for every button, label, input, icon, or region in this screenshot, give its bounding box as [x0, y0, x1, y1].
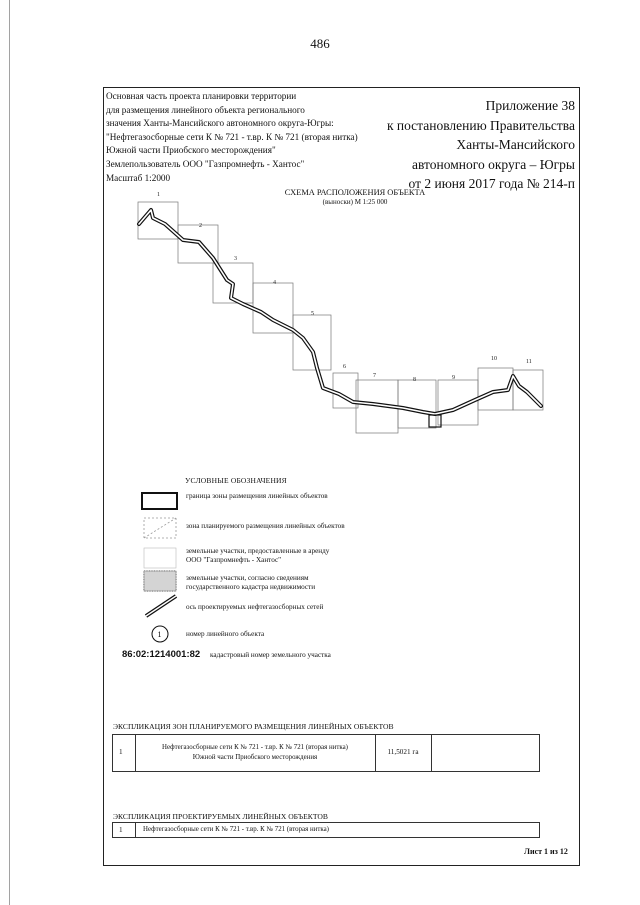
- header-line: Южной части Приобского месторождения": [106, 145, 276, 156]
- legend-item-label: номер линейного объекта: [186, 630, 265, 638]
- zone-boundary-symbol: [142, 493, 177, 509]
- legend-item-label: граница зоны размещения линейных объектов: [186, 492, 328, 500]
- sheet-frame: [293, 315, 331, 370]
- planned-zone-symbol: [144, 518, 176, 538]
- header-line: Масштаб 1:2000: [106, 172, 171, 183]
- zones-row-name-line: Южной части Приобского месторождения: [192, 754, 318, 761]
- table-divider: [135, 823, 136, 837]
- sheet-label: 5: [311, 311, 314, 317]
- appendix-line: автономного округа – Югры: [412, 156, 575, 172]
- legend-item-label: ООО "Газпромнефть - Хантос": [186, 556, 282, 564]
- zones-row-name-line: Нефтегазосборные сети К № 721 - т.вр. К № 721 (вторая нитка): [162, 744, 348, 751]
- header-line: "Нефтегазосборные сети К № 721 - т.вр. К № 721 (вторая нитка): [106, 131, 358, 142]
- appendix-line: к постановлению Правительства: [386, 117, 575, 133]
- sheet-label: 4: [273, 280, 276, 286]
- header-line: Основная часть проекта планировки территории: [106, 91, 297, 101]
- legend-item-label: государственного кадастра недвижимости: [186, 583, 316, 591]
- sheet-label: 11: [526, 359, 532, 365]
- zones-row-num: 1: [119, 748, 123, 756]
- table-divider: [135, 735, 136, 771]
- sheet-label: 6: [343, 364, 346, 370]
- sheet-counter: Лист 1 из 12: [524, 847, 568, 856]
- objects-row-num: 1: [119, 826, 123, 834]
- pipeline-axis-symbol: [146, 596, 176, 616]
- appendix-line: Приложение 38: [485, 98, 575, 113]
- cadastral-number-sample: 86:02:1214001:82: [122, 649, 201, 660]
- header-line: значения Ханты-Мансийского автономного округа-Югры:: [106, 118, 334, 129]
- sheet-label: 7: [373, 373, 376, 379]
- route-overview-map: [103, 180, 573, 440]
- scheme-subtitle: (выноски) М 1:25 000: [322, 198, 388, 206]
- object-number-symbol-text: 1: [157, 630, 162, 639]
- sheet-frame: [398, 380, 436, 428]
- legend-item-label: кадастровый номер земельного участка: [210, 651, 331, 659]
- sheet-label: 2: [199, 223, 202, 229]
- scheme-title: СХЕМА РАСПОЛОЖЕНИЯ ОБЪЕКТА: [284, 188, 426, 197]
- leased-land-symbol: [144, 548, 176, 568]
- header-line: для размещения линейного объекта регионального: [106, 104, 305, 115]
- zones-row-area: 11,5021 га: [387, 748, 419, 756]
- legend-title: УСЛОВНЫЕ ОБОЗНАЧЕНИЯ: [185, 476, 287, 485]
- header-line: Землепользователь ООО "Газпромнефть - Хантос": [106, 158, 305, 169]
- table-divider: [375, 735, 376, 771]
- legend-item-label: земельные участки, предоставленные в аренду: [186, 547, 330, 555]
- table-divider: [431, 735, 432, 771]
- zones-row-name: [139, 743, 371, 763]
- zones-explication-title: ЭКСПЛИКАЦИЯ ЗОН ПЛАНИРУЕМОГО РАЗМЕЩЕНИЯ ЛИНЕЙНЫХ ОБЪЕКТОВ: [113, 722, 394, 731]
- sheet-label: 8: [413, 377, 416, 383]
- objects-explication-title: ЭКСПЛИКАЦИЯ ПРОЕКТИРУЕМЫХ ЛИНЕЙНЫХ ОБЪЕКТОВ: [113, 812, 328, 821]
- legend-item-label: земельные участки, согласно сведениям: [186, 574, 309, 582]
- legend-item-label: ось проектируемых нефтегазосборных сетей: [186, 603, 324, 611]
- pipeline-route: [139, 210, 541, 414]
- sheet-label: 9: [452, 375, 455, 381]
- zones-table: [112, 734, 540, 772]
- sheet-label: 1: [157, 192, 160, 198]
- legend-item-label: зона планируемого размещения линейных объектов: [186, 522, 345, 530]
- appendix-line: от 2 июня 2017 года № 214-п: [408, 176, 575, 192]
- cadastral-land-symbol: [144, 571, 176, 591]
- page-number: 486: [310, 36, 330, 51]
- objects-row-name: Нефтегазосборные сети К № 721 - т.вр. К № 721 (вторая нитка): [143, 826, 329, 833]
- appendix-line: Ханты-Мансийского: [456, 137, 575, 153]
- legend-symbols: [140, 488, 185, 648]
- scan-edge-line: [9, 0, 10, 905]
- objects-table: [112, 822, 540, 838]
- sheet-label: 10: [491, 356, 497, 362]
- sheet-label: 3: [234, 256, 237, 262]
